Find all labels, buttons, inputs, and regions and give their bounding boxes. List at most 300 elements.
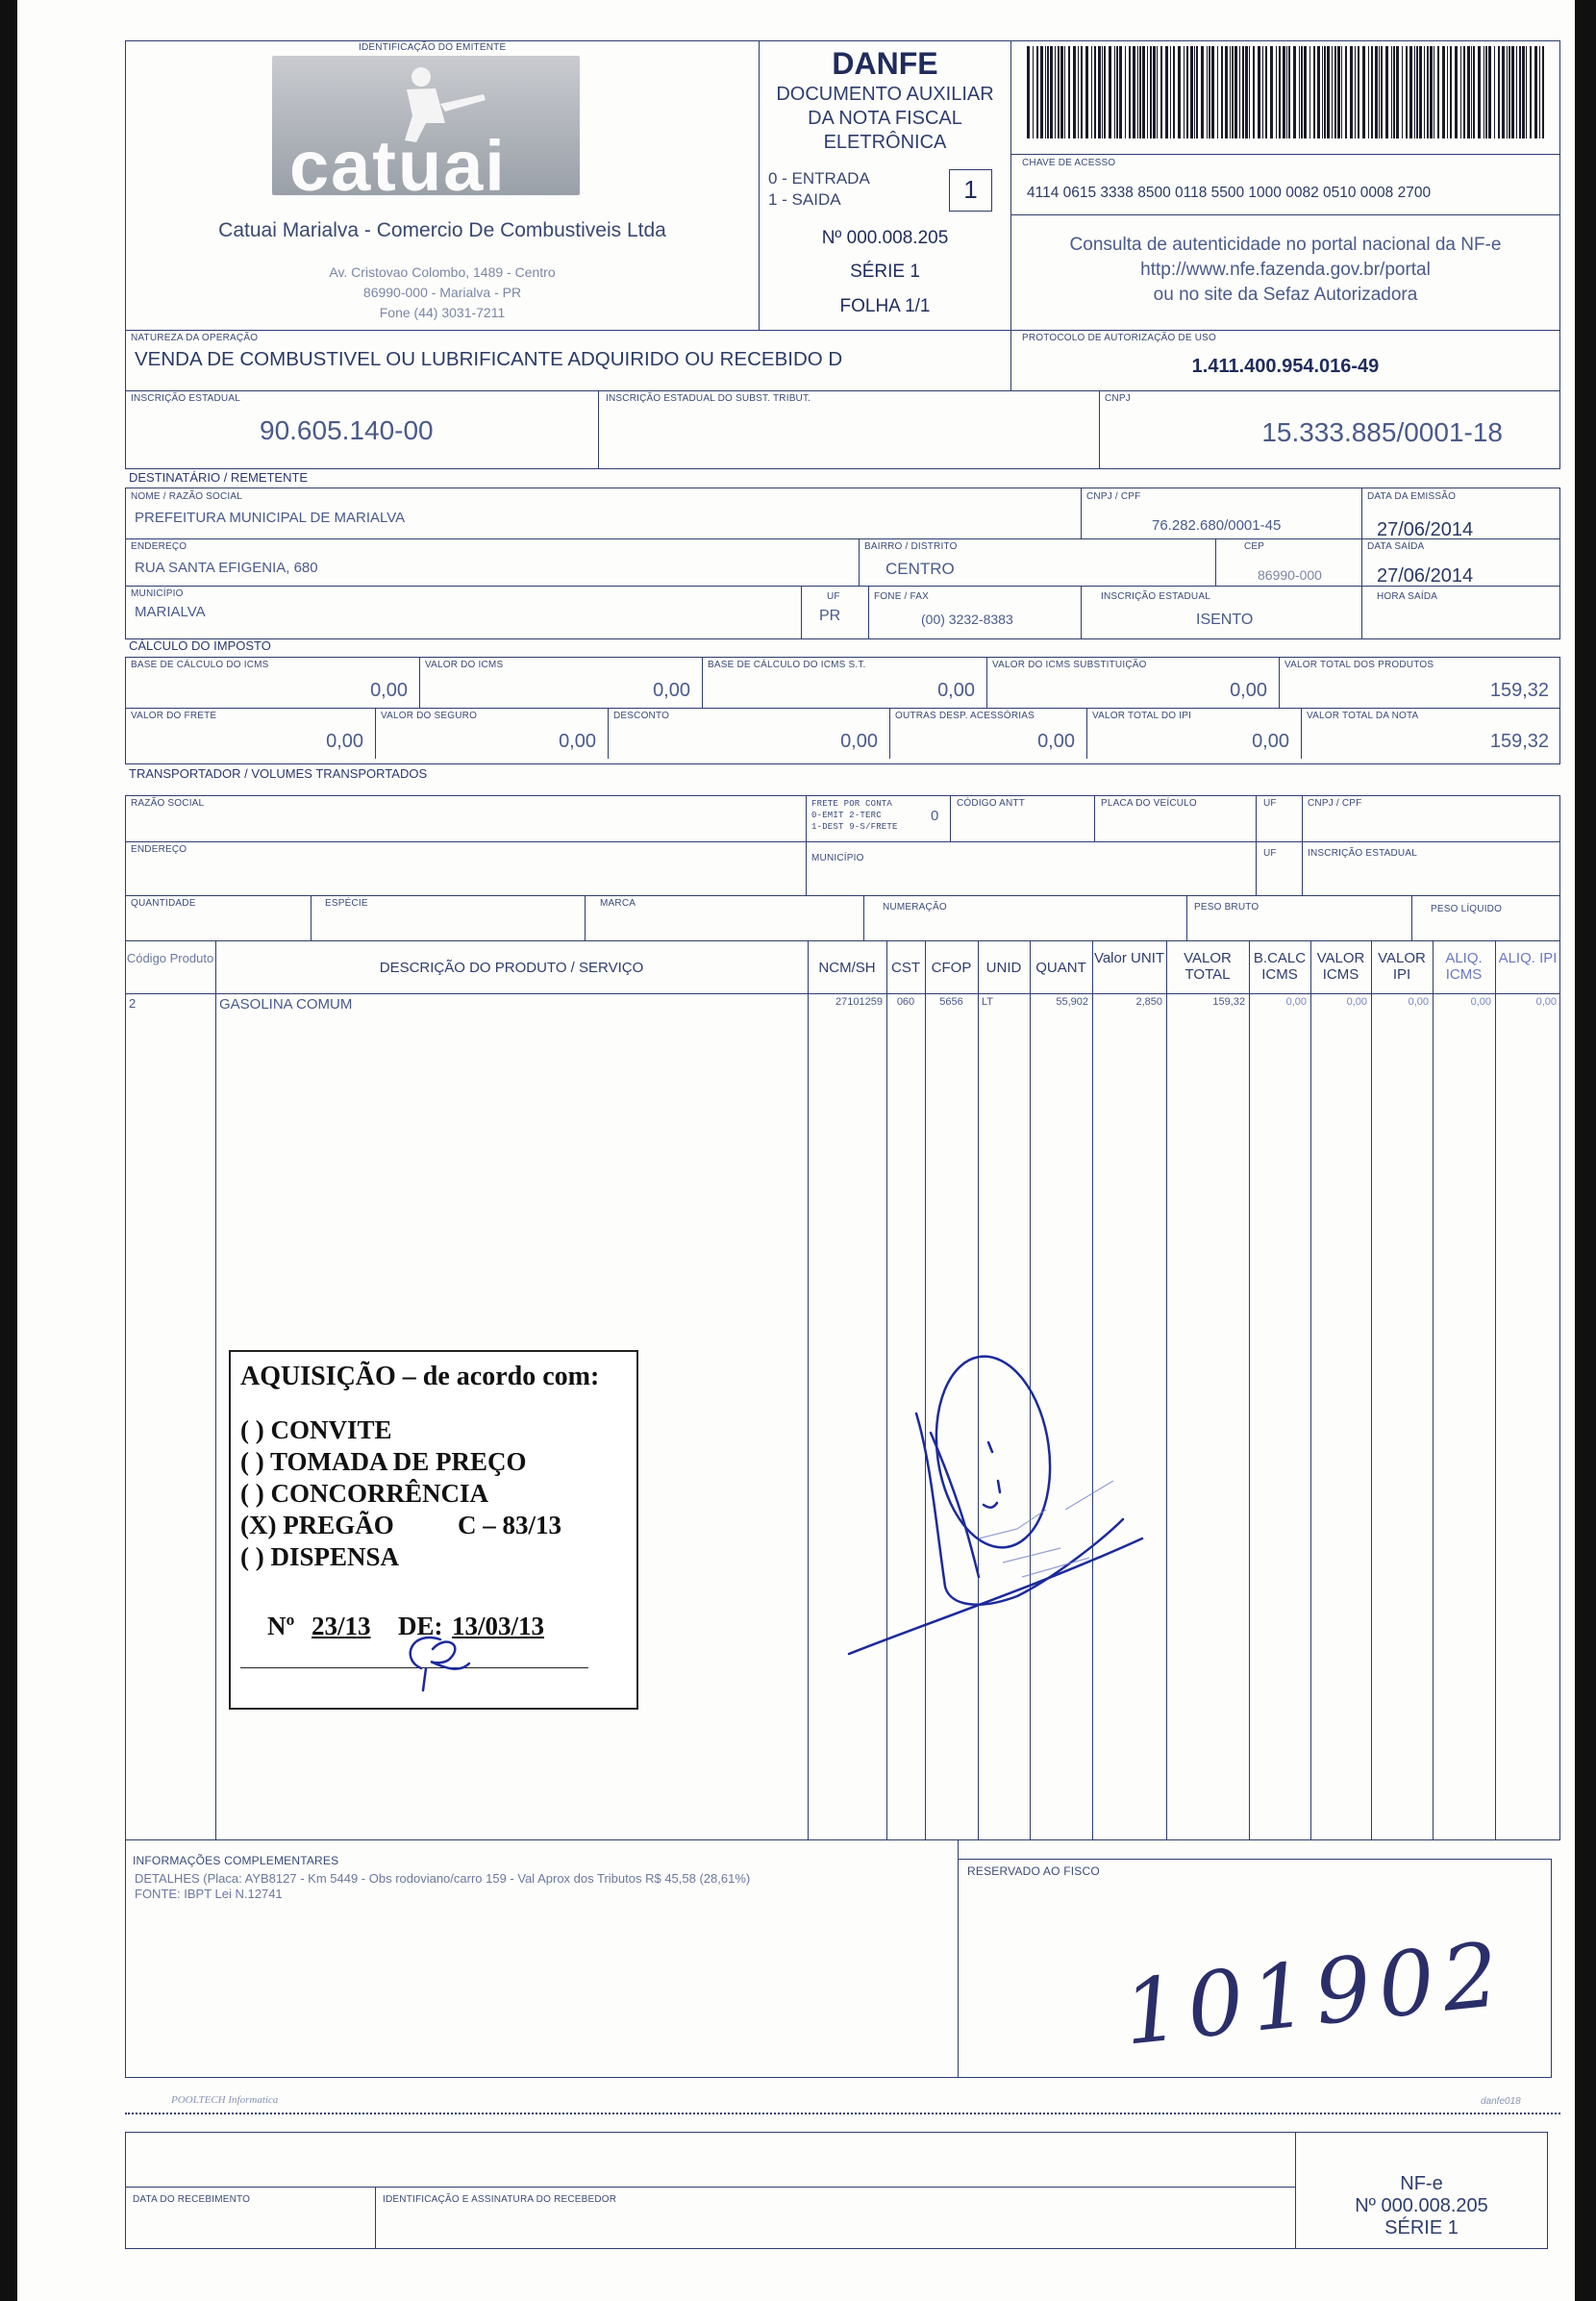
consult-line-3: ou no site da Sefaz Autorizadora bbox=[1153, 285, 1418, 305]
product-header-cell: QUANT bbox=[1035, 960, 1086, 976]
barcode-bar bbox=[1165, 46, 1168, 138]
recipient-col-line-1 bbox=[1081, 488, 1082, 538]
barcode-bar bbox=[1116, 46, 1118, 138]
tax-row2-cell-label: VALOR TOTAL DA NOTA bbox=[1307, 711, 1419, 721]
barcode-bar bbox=[1463, 46, 1465, 138]
barcode-bar bbox=[1211, 46, 1214, 138]
product-cell: 0,00 bbox=[1535, 996, 1557, 1008]
tax-row1-cell-label: BASE DE CÁLCULO DO ICMS bbox=[131, 660, 269, 670]
barcode-bar bbox=[1327, 46, 1330, 138]
product-header-cell: B.CALC ICMS bbox=[1253, 950, 1307, 983]
recipient-address-label: ENDEREÇO bbox=[131, 541, 187, 552]
product-cell: 2,850 bbox=[1135, 996, 1162, 1008]
barcode-bar bbox=[1073, 46, 1076, 138]
barcode-bar bbox=[1153, 46, 1156, 138]
cut-line bbox=[125, 2113, 1560, 2114]
barcode-bar bbox=[1337, 46, 1340, 138]
recipient-phone-value: (00) 3232-8383 bbox=[921, 612, 1013, 627]
recipient-name-value: PREFEITURA MUNICIPAL DE MARIALVA bbox=[135, 510, 406, 526]
tax-row1-cell-value: 0,00 bbox=[937, 680, 975, 701]
tax-row1-cell-label: BASE DE CÁLCULO DO ICMS S.T. bbox=[708, 660, 866, 670]
barcode-bar bbox=[1419, 46, 1422, 138]
barcode-bar bbox=[1358, 46, 1359, 138]
stamp-option-convite: ( ) CONVITE bbox=[240, 1415, 392, 1444]
logo-text: catuai bbox=[289, 126, 507, 206]
emission-date-label: DATA DA EMISSÃO bbox=[1367, 491, 1457, 502]
recipient-uf-label: UF bbox=[827, 591, 840, 602]
transport-address-label: ENDEREÇO bbox=[131, 844, 187, 855]
recipient-address-value: RUA SANTA EFIGENIA, 680 bbox=[135, 560, 318, 576]
barcode-bar bbox=[1245, 46, 1248, 138]
barcode-bar bbox=[1467, 46, 1470, 138]
company-name: Catuai Marialva - Comercio De Combustiveis Ltda bbox=[218, 219, 666, 241]
transport-razao-label: RAZÃO SOCIAL bbox=[131, 798, 205, 809]
barcode-bar bbox=[1225, 46, 1228, 138]
danfe-folha: FOLHA 1/1 bbox=[839, 296, 931, 316]
barcode-bar bbox=[1058, 46, 1060, 138]
product-cell: GASOLINA COMUM bbox=[219, 996, 353, 1013]
transport-col-line-5 bbox=[1302, 795, 1303, 895]
emission-date-value: 27/06/2014 bbox=[1377, 519, 1474, 540]
barcode-bar bbox=[1150, 46, 1152, 138]
barcode-bar bbox=[1393, 46, 1395, 138]
barcode-bar bbox=[1409, 46, 1412, 138]
barcode-bar bbox=[1430, 46, 1433, 138]
tax-row2-cell-label: VALOR DO SEGURO bbox=[381, 711, 478, 721]
tax-row2-cell-value: 159,32 bbox=[1489, 731, 1549, 752]
transport-col-line-2 bbox=[950, 795, 951, 841]
transport-col-line-9 bbox=[1186, 895, 1187, 941]
recipient-ie-value: ISENTO bbox=[1196, 612, 1254, 628]
cnpj-value: 15.333.885/0001-18 bbox=[1261, 417, 1503, 447]
receipt-date-label: DATA DO RECEBIMENTO bbox=[133, 2194, 251, 2205]
handwritten-initials bbox=[392, 1625, 479, 1692]
danfe-subtitle-2: DA NOTA FISCAL bbox=[808, 108, 962, 129]
product-column-divider bbox=[1371, 940, 1372, 1840]
barcode-bar bbox=[1239, 46, 1240, 138]
barcode-bar bbox=[1424, 46, 1425, 138]
recipient-uf-value: PR bbox=[819, 608, 841, 624]
exit-date-label: DATA SAÍDA bbox=[1367, 541, 1425, 552]
barcode-bar bbox=[1098, 46, 1101, 138]
transport-uf2-label: UF bbox=[1263, 848, 1277, 859]
product-column-divider bbox=[1495, 940, 1496, 1840]
barcode-bar bbox=[1322, 46, 1323, 138]
tax-row1-cell-value: 0,00 bbox=[1230, 680, 1267, 701]
company-logo bbox=[272, 56, 580, 206]
product-cell: 55,902 bbox=[1056, 996, 1088, 1008]
frete-line-2: 0-EMIT 2-TERC bbox=[811, 811, 882, 820]
qty-label: QUANTIDADE bbox=[131, 898, 196, 909]
recipient-col-line-6 bbox=[868, 586, 869, 639]
barcode-bar bbox=[1375, 46, 1378, 138]
recipient-name-label: NOME / RAZÃO SOCIAL bbox=[131, 491, 243, 502]
tax-row2-cell-label: OUTRAS DESP. ACESSÓRIAS bbox=[895, 711, 1035, 721]
recipient-phone-label: FONE / FAX bbox=[874, 591, 930, 602]
barcode-bar bbox=[1507, 46, 1508, 138]
barcode-bar bbox=[1114, 46, 1115, 138]
barcode-bar bbox=[1258, 46, 1260, 138]
barcode-bar bbox=[1502, 46, 1505, 138]
frete-line-1: FRETE POR CONTA bbox=[811, 799, 893, 809]
recipient-district-value: CENTRO bbox=[885, 560, 955, 578]
barcode-bar bbox=[1085, 46, 1088, 138]
barcode-bar bbox=[1293, 46, 1296, 138]
barcode-bar bbox=[1488, 46, 1491, 138]
tax-row2-cell-value: 0,00 bbox=[326, 731, 363, 752]
product-header-cell: CFOP bbox=[931, 960, 972, 976]
stamp-option-pregao: (X) PREGÃO bbox=[240, 1511, 394, 1539]
barcode-bar bbox=[1406, 46, 1408, 138]
barcode-bar bbox=[1249, 46, 1250, 138]
footer-left-note: POOLTECH Informatica bbox=[171, 2094, 279, 2106]
tax-row2-cell-value: 0,00 bbox=[840, 731, 878, 752]
barcode-bar bbox=[1313, 46, 1315, 138]
numeracao-label: NUMERAÇÃO bbox=[883, 902, 947, 913]
transport-col-line-10 bbox=[1411, 895, 1412, 941]
tax-row-divider bbox=[125, 708, 1560, 709]
barcode-bar bbox=[1270, 46, 1273, 138]
danfe-subtitle-1: DOCUMENTO AUXILIAR bbox=[776, 84, 994, 105]
barcode-bar bbox=[1324, 46, 1326, 138]
barcode-bar bbox=[1414, 46, 1415, 138]
frete-value: 0 bbox=[931, 808, 939, 824]
recipient-cnpj-value: 76.282.680/0001-45 bbox=[1152, 517, 1282, 534]
barcode-bar bbox=[1232, 46, 1234, 138]
product-cell: 0,00 bbox=[1470, 996, 1491, 1008]
tax-row2-cell-value: 0,00 bbox=[559, 731, 596, 752]
barcode-bar bbox=[1129, 46, 1131, 138]
consult-line-1: Consulta de autenticidade no portal nacional da NF-e bbox=[1069, 235, 1502, 255]
barcode-bar bbox=[1173, 46, 1175, 138]
barcode-bar bbox=[1332, 46, 1333, 138]
ie-value: 90.605.140-00 bbox=[260, 415, 434, 445]
barcode-bar bbox=[1221, 46, 1223, 138]
transport-col-line-7 bbox=[585, 895, 586, 941]
barcode-bar bbox=[1184, 46, 1185, 138]
barcode-bar bbox=[1516, 46, 1517, 138]
barcode-bar bbox=[1276, 46, 1277, 138]
barcode-bar bbox=[1519, 46, 1521, 138]
barcode-bar bbox=[1209, 46, 1210, 138]
product-column-divider bbox=[215, 940, 216, 1840]
product-header-cell: UNID bbox=[985, 960, 1022, 976]
barcode-bar bbox=[1265, 46, 1267, 138]
transport-col-line-6 bbox=[311, 895, 312, 941]
barcode-bar bbox=[1427, 46, 1429, 138]
barcode-bar bbox=[1526, 46, 1527, 138]
transport-ie-label: INSCRIÇÃO ESTADUAL bbox=[1308, 848, 1417, 859]
barcode-bar bbox=[1027, 46, 1030, 138]
tax-row2-cell-label: DESCONTO bbox=[613, 711, 670, 721]
marca-label: MARCA bbox=[600, 898, 636, 909]
product-column-divider bbox=[1433, 940, 1434, 1840]
tax-row1-cell-label: VALOR TOTAL DOS PRODUTOS bbox=[1284, 660, 1434, 670]
barcode-bar bbox=[1542, 46, 1544, 138]
receipt-nfe-number: Nº 000.008.205 bbox=[1355, 2195, 1488, 2216]
transport-cnpj-label: CNPJ / CPF bbox=[1308, 798, 1362, 809]
barcode-bar bbox=[1217, 46, 1218, 138]
barcode-bar bbox=[1341, 46, 1342, 138]
recipient-ie-label: INSCRIÇÃO ESTADUAL bbox=[1101, 591, 1210, 602]
barcode-bar bbox=[1040, 46, 1043, 138]
tax-row2-cell-value: 0,00 bbox=[1037, 731, 1075, 752]
stamp-option-concorrencia: ( ) CONCORRÊNCIA bbox=[240, 1479, 488, 1508]
transport-city-label: MUNICÍPIO bbox=[811, 853, 864, 863]
exit-time-label: HORA SAÍDA bbox=[1377, 591, 1438, 602]
barcode-bar bbox=[1190, 46, 1193, 138]
barcode-bar bbox=[1196, 46, 1198, 138]
barcode-bar bbox=[1234, 46, 1237, 138]
product-header-cell: Código Produto bbox=[126, 951, 214, 965]
barcode-bar bbox=[1178, 46, 1181, 138]
barcode-bar bbox=[1309, 46, 1310, 138]
product-header-cell: DESCRIÇÃO DO PRODUTO / SERVIÇO bbox=[379, 960, 644, 976]
barcode-bar bbox=[1157, 46, 1158, 138]
danfe-number: Nº 000.008.205 bbox=[821, 228, 949, 248]
cnpj-label: CNPJ bbox=[1105, 393, 1131, 404]
company-phone: Fone (44) 3031-7211 bbox=[379, 305, 506, 320]
recipient-section-title: DESTINATÁRIO / REMETENTE bbox=[129, 470, 309, 485]
transport-uf-label: UF bbox=[1263, 798, 1277, 809]
barcode-bar bbox=[1109, 46, 1111, 138]
handwritten-number: 101902 bbox=[1118, 1922, 1511, 2065]
bruto-label: PESO BRUTO bbox=[1194, 902, 1259, 913]
receipt-col-line-2 bbox=[375, 2187, 376, 2249]
receipt-nfe: NF-e bbox=[1400, 2173, 1443, 2194]
product-header-cell: ALIQ. IPI bbox=[1498, 950, 1558, 966]
barcode-bar bbox=[1511, 46, 1514, 138]
barcode-bar bbox=[1371, 46, 1373, 138]
barcode-bar bbox=[1262, 46, 1263, 138]
additional-info-line-2: FONTE: IBPT Lei N.12741 bbox=[135, 1887, 283, 1901]
barcode-bar bbox=[1160, 46, 1162, 138]
barcode-bar bbox=[1460, 46, 1461, 138]
emitter-section-label: IDENTIFICAÇÃO DO EMITENTE bbox=[359, 42, 507, 53]
recipient-district-label: BAIRRO / DISTRITO bbox=[864, 541, 958, 552]
receiver-label: IDENTIFICAÇÃO E ASSINATURA DO RECEBEDOR bbox=[383, 2194, 617, 2205]
barcode-bar bbox=[1396, 46, 1399, 138]
product-cell: 060 bbox=[896, 996, 915, 1008]
barcode-bar bbox=[1194, 46, 1195, 138]
tax-row2-cell-label: VALOR DO FRETE bbox=[131, 711, 217, 721]
transport-col-line-1 bbox=[806, 795, 807, 895]
products-header-line bbox=[125, 993, 1560, 994]
barcode-bar bbox=[1299, 46, 1300, 138]
barcode-bar bbox=[1362, 46, 1365, 138]
stamp-title: AQUISIÇÃO – de acordo com: bbox=[240, 1362, 600, 1391]
stamp-number-label: Nº bbox=[267, 1612, 295, 1640]
access-divider-2 bbox=[1010, 214, 1560, 215]
barcode-bar bbox=[1207, 46, 1208, 138]
barcode-bar bbox=[1385, 46, 1388, 138]
access-divider bbox=[1010, 154, 1560, 155]
barcode-bar bbox=[1286, 46, 1287, 138]
danfe-type-value: 1 bbox=[963, 175, 978, 204]
stamp-option-tomada: ( ) TOMADA DE PREÇO bbox=[240, 1447, 527, 1476]
barcode-bar bbox=[1147, 46, 1148, 138]
product-column-divider bbox=[808, 940, 809, 1840]
barcode-bar bbox=[1279, 46, 1281, 138]
protocol-value: 1.411.400.954.016-49 bbox=[1191, 356, 1380, 377]
reserved-fisco-label: RESERVADO AO FISCO bbox=[967, 1864, 1100, 1878]
transport-col-line-4 bbox=[1256, 795, 1257, 895]
barcode-bar bbox=[1522, 46, 1525, 138]
transport-col-line-3 bbox=[1094, 795, 1095, 841]
additional-info-line-1: DETALHES (Placa: AYB8127 - Km 5449 - Obs rodoviano/carro 159 - Val Aprox dos Tributos R$ 45,58 (28,61%) bbox=[135, 1871, 751, 1886]
barcode-bar bbox=[1186, 46, 1188, 138]
barcode-bar bbox=[1355, 46, 1356, 138]
danfe-entrada: 0 - ENTRADA bbox=[768, 169, 870, 188]
barcode-bar bbox=[1334, 46, 1336, 138]
barcode-bar bbox=[1381, 46, 1383, 138]
barcode-bar bbox=[1170, 46, 1171, 138]
stamp-date-label: DE: bbox=[398, 1612, 443, 1640]
recipient-cep-value: 86990-000 bbox=[1258, 567, 1322, 583]
barcode-bar bbox=[1068, 46, 1070, 138]
recipient-cep-label: CEP bbox=[1244, 541, 1265, 552]
barcode-bar bbox=[1485, 46, 1487, 138]
barcode-bar bbox=[1283, 46, 1285, 138]
barcode-bar bbox=[1534, 46, 1537, 138]
barcode-bar bbox=[1402, 46, 1403, 138]
danfe-saida: 1 - SAIDA bbox=[768, 190, 841, 209]
barcode-bar bbox=[1478, 46, 1481, 138]
barcode-bar bbox=[1304, 46, 1307, 138]
barcode-bar bbox=[1125, 46, 1126, 138]
product-header-cell: ALIQ. ICMS bbox=[1445, 950, 1483, 983]
recipient-row-line-1 bbox=[125, 538, 1560, 539]
receipt-nfe-series: SÉRIE 1 bbox=[1384, 2217, 1459, 2238]
danfe-title: DANFE bbox=[832, 46, 938, 81]
barcode-bar bbox=[1230, 46, 1231, 138]
nature-label: NATUREZA DA OPERAÇÃO bbox=[131, 333, 259, 343]
barcode-bar bbox=[1494, 46, 1495, 138]
barcode-bar bbox=[1036, 46, 1038, 138]
barcode-bar bbox=[1471, 46, 1472, 138]
consult-line-2: http://www.nfe.fazenda.gov.br/portal bbox=[1140, 260, 1431, 280]
product-cell: 5656 bbox=[939, 996, 963, 1008]
barcode-bar bbox=[1242, 46, 1244, 138]
product-cell: 2 bbox=[129, 996, 137, 1011]
receipt-divider bbox=[125, 2187, 1295, 2188]
barcode-bar bbox=[1498, 46, 1500, 138]
barcode-bar bbox=[1064, 46, 1065, 138]
barcode-bar bbox=[1091, 46, 1092, 138]
recipient-col-line-5 bbox=[801, 586, 802, 639]
barcode-bar bbox=[1119, 46, 1122, 138]
frete-line-3: 1-DEST 9-S/FRETE bbox=[811, 822, 898, 832]
tax-row1-cell-value: 159,32 bbox=[1489, 680, 1549, 701]
nature-value: VENDA DE COMBUSTIVEL OU LUBRIFICANTE ADQUIRIDO OU RECEBIDO D bbox=[135, 348, 843, 370]
product-cell: LT bbox=[982, 996, 994, 1008]
product-cell: 0,00 bbox=[1346, 996, 1367, 1008]
transport-section-title: TRANSPORTADOR / VOLUMES TRANSPORTADOS bbox=[129, 766, 428, 781]
barcode-bar bbox=[1473, 46, 1475, 138]
antt-label: CÓDIGO ANTT bbox=[957, 798, 1026, 809]
protocol-label: PROTOCOLO DE AUTORIZAÇÃO DE USO bbox=[1022, 333, 1216, 343]
product-cell: 0,00 bbox=[1408, 996, 1429, 1008]
company-address: Av. Cristovao Colombo, 1489 - Centro bbox=[329, 264, 556, 280]
barcode-bar bbox=[1104, 46, 1106, 138]
barcode-bar bbox=[1416, 46, 1418, 138]
barcode-bar bbox=[1317, 46, 1320, 138]
barcode-bar bbox=[1139, 46, 1141, 138]
stamp-option-dispensa: ( ) DISPENSA bbox=[240, 1542, 400, 1571]
barcode-bar bbox=[1288, 46, 1290, 138]
barcode-bar bbox=[1509, 46, 1510, 138]
product-cell: 159,32 bbox=[1212, 996, 1245, 1008]
barcode-bar bbox=[1094, 46, 1096, 138]
recipient-city-label: MUNICÍPIO bbox=[131, 588, 184, 599]
barcode-bar bbox=[1047, 46, 1049, 138]
barcode-bar bbox=[1379, 46, 1380, 138]
barcode-bar bbox=[1081, 46, 1083, 138]
barcode-bar bbox=[1050, 46, 1053, 138]
recipient-col-line-3 bbox=[859, 538, 860, 586]
barcode-bar bbox=[1437, 46, 1439, 138]
barcode-bar bbox=[1253, 46, 1255, 138]
danfe-subtitle-3: ELETRÔNICA bbox=[823, 132, 947, 153]
product-cell: 0,00 bbox=[1285, 996, 1307, 1008]
barcode-bar bbox=[1102, 46, 1103, 138]
barcode-bar bbox=[1350, 46, 1353, 138]
exit-date-value: 27/06/2014 bbox=[1377, 565, 1474, 587]
barcode-bar bbox=[1060, 46, 1063, 138]
barcode-bar bbox=[1055, 46, 1056, 138]
tax-row1-cell-value: 0,00 bbox=[653, 680, 690, 701]
tax-row2-cell-value: 0,00 bbox=[1252, 731, 1289, 752]
barcode-bar bbox=[1033, 46, 1034, 138]
access-key-label: CHAVE DE ACESSO bbox=[1022, 158, 1116, 168]
barcode-bar bbox=[1447, 46, 1448, 138]
tax-section-title: CÁLCULO DO IMPOSTO bbox=[129, 638, 271, 653]
danfe-document bbox=[17, 0, 1575, 2301]
barcode-bar bbox=[1391, 46, 1392, 138]
transport-row-line-1 bbox=[125, 841, 1560, 842]
tax-row1-cell-value: 0,00 bbox=[370, 680, 408, 701]
tax-row1-cell-label: VALOR DO ICMS bbox=[425, 660, 504, 670]
product-cell: 27101259 bbox=[835, 996, 883, 1008]
barcode-bar bbox=[1078, 46, 1079, 138]
tax-row1-cell-label: VALOR DO ICMS SUBSTITUIÇÃO bbox=[992, 660, 1147, 670]
access-key-value: 4114 0615 3338 8500 0118 5500 1000 0082 0510 0008 2700 bbox=[1027, 185, 1432, 201]
ie-label: INSCRIÇÃO ESTADUAL bbox=[131, 393, 240, 404]
placa-label: PLACA DO VEÍCULO bbox=[1101, 798, 1197, 809]
barcode-bar bbox=[1137, 46, 1138, 138]
barcode-bar bbox=[1442, 46, 1445, 138]
barcode-bar bbox=[1368, 46, 1369, 138]
product-header-cell: VALOR IPI bbox=[1378, 950, 1426, 983]
product-header-cell: CST bbox=[891, 960, 920, 976]
especie-label: ESPÉCIE bbox=[325, 898, 368, 909]
barcode-bar bbox=[1201, 46, 1204, 138]
barcode-bar bbox=[1301, 46, 1303, 138]
product-column-divider bbox=[1310, 940, 1311, 1840]
recipient-col-line-4 bbox=[1215, 538, 1216, 586]
stamp-number-value: 23/13 bbox=[312, 1612, 371, 1640]
barcode-bar bbox=[1530, 46, 1532, 138]
footer-right-note: danfe018 bbox=[1481, 2096, 1521, 2107]
recipient-row-line-2 bbox=[125, 586, 1560, 587]
recipient-col-line-2 bbox=[1361, 488, 1362, 639]
product-header-cell: VALOR ICMS bbox=[1316, 950, 1365, 983]
barcode-bar bbox=[1539, 46, 1540, 138]
handwritten-signature bbox=[825, 1288, 1267, 1692]
recipient-col-line-7 bbox=[1081, 586, 1082, 639]
transport-col-line-8 bbox=[863, 895, 864, 941]
company-city: 86990-000 - Marialva - PR bbox=[362, 285, 522, 300]
